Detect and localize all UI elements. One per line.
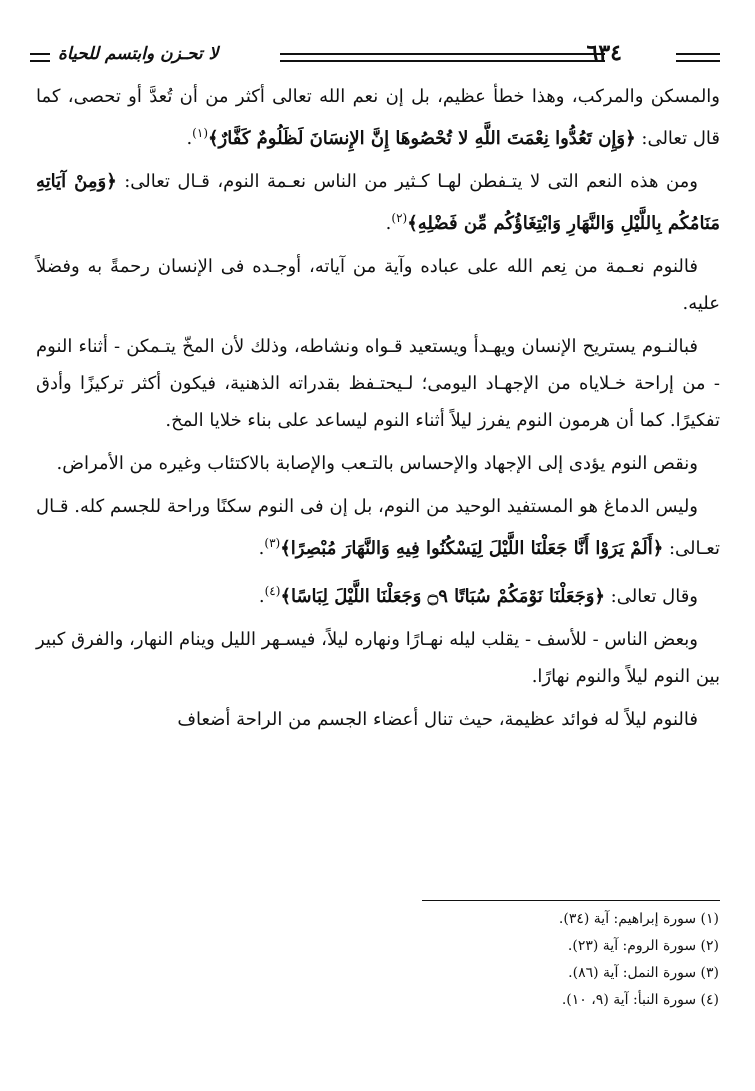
paragraph — [36, 78, 720, 157]
header-rule-middle — [280, 53, 605, 62]
paragraph — [36, 328, 720, 439]
body-text — [36, 78, 720, 744]
paragraph-text: . — [258, 538, 265, 559]
paragraph — [36, 248, 720, 322]
quran-verse: ﴿وَإِن تَعُدُّوا نِعْمَتَ اللَّهِ لا تُحْصُوهَا إِنَّ الإِنسَانَ لَظَلُومٌ كَفَّارٌ﴾ — [208, 128, 636, 149]
paragraph — [36, 163, 720, 242]
quran-verse: ﴿وَمِنْ آيَاتِهِ مَنَامُكُم بِاللَّيْلِ وَالنَّهَارِ وَابْتِغَاؤُكُم مِّن فَضْلِهِ﴾ — [36, 171, 720, 234]
paragraph-text: وقال تعالى: — [604, 586, 698, 607]
footnote-3: (٣) سورة النمل: آية (٨٦). — [568, 965, 719, 981]
footnote-separator — [422, 900, 720, 901]
paragraph-text: ومن هذه النعم التى لا يتـفطن لهـا كـثير من الناس نعـمة النوم، قـال تعالى: — [116, 171, 698, 192]
page-number: ٦٣٤ — [586, 40, 622, 66]
paragraph-text: فالنوم نعـمة من نِعم الله على عباده وآية من آياته، أوجـده فى الإنسان رحمةً به وفضلاً عليه. — [36, 256, 720, 314]
quran-verse: ﴿أَلَمْ يَرَوْا أَنَّا جَعَلْنَا اللَّيْلَ لِيَسْكُنُوا فِيهِ وَالنَّهَارَ مُبْصِرًا﴾ — [280, 538, 664, 559]
paragraph-text: . — [385, 213, 392, 234]
paragraph — [36, 573, 720, 615]
paragraph-text: والمسكن والمركب، وهذا خطأ عظيم، بل إن نعم الله تعالى أكثر من أن تُعدَّ أو تحصى، كما قال تعالى: — [36, 86, 720, 149]
header-rule-right — [30, 53, 50, 62]
paragraph-text: فالنوم ليلاً له فوائد عظيمة، حيث تنال أعضاء الجسم من الراحة أضعاف — [177, 709, 698, 730]
footnote-1: (١) سورة إبراهيم: آية (٣٤). — [558, 911, 719, 927]
page-header — [30, 38, 720, 78]
paragraph-text: فبالنـوم يستريح الإنسان ويهـدأ ويستعيد قـواه ونشاطه، وذلك لأن المخّ يتـمكن - أثناء النوم - من إراحة خـلاياه من الإجهـاد اليومى؛ لـيحتـفظ بقدراته الذهنية، فيكون أكثر تركيزًا وأدق تفكيرًا. كما أن هرمون النوم يفرز ليلاً أثناء النوم ليساعد على بناء خلايا المخ. — [36, 336, 720, 431]
paragraph-text: ونقص النوم يؤدى إلى الإجهاد والإحساس بالتـعب والإصابة بالاكتئاب وغيره من الأمراض. — [56, 453, 698, 474]
paragraph — [36, 445, 720, 482]
footnote-reference: (٣) — [264, 536, 281, 550]
footnote-4: (٤) سورة النبأ: آية (٩، ١٠). — [561, 992, 719, 1008]
footnote-2: (٢) سورة الروم: آية (٢٣). — [567, 938, 719, 954]
paragraph-text: وليس الدماغ هو المستفيد الوحيد من النوم، بل إن فى النوم سكنًا وراحة للجسم كله. قـال تعـالى: — [36, 496, 720, 559]
footnote-reference: (١) — [192, 126, 208, 140]
paragraph — [36, 621, 720, 695]
footnotes — [399, 906, 719, 1014]
footnote-reference: (٤) — [264, 584, 281, 598]
paragraph — [36, 488, 720, 567]
paragraph-text: . — [186, 128, 193, 149]
paragraph-text: . — [258, 586, 265, 607]
quran-verse: ﴿وَجَعَلْنَا نَوْمَكُمْ سُبَاتًا ۝٩ وَجَعَلْنَا اللَّيْلَ لِبَاسًا﴾ — [280, 586, 605, 607]
running-title: لا تحـزن وابتسم للحياة — [58, 44, 219, 64]
paragraph — [36, 701, 720, 738]
footnote-reference: (٢) — [391, 211, 408, 225]
paragraph-text: وبعض الناس - للأسف - يقلب ليله نهـارًا ونهاره ليلاً، فيسـهر الليل وينام النهار، والفرق كبير بين النوم ليلاً والنوم نهارًا. — [36, 629, 720, 687]
header-rule-left — [676, 53, 720, 62]
